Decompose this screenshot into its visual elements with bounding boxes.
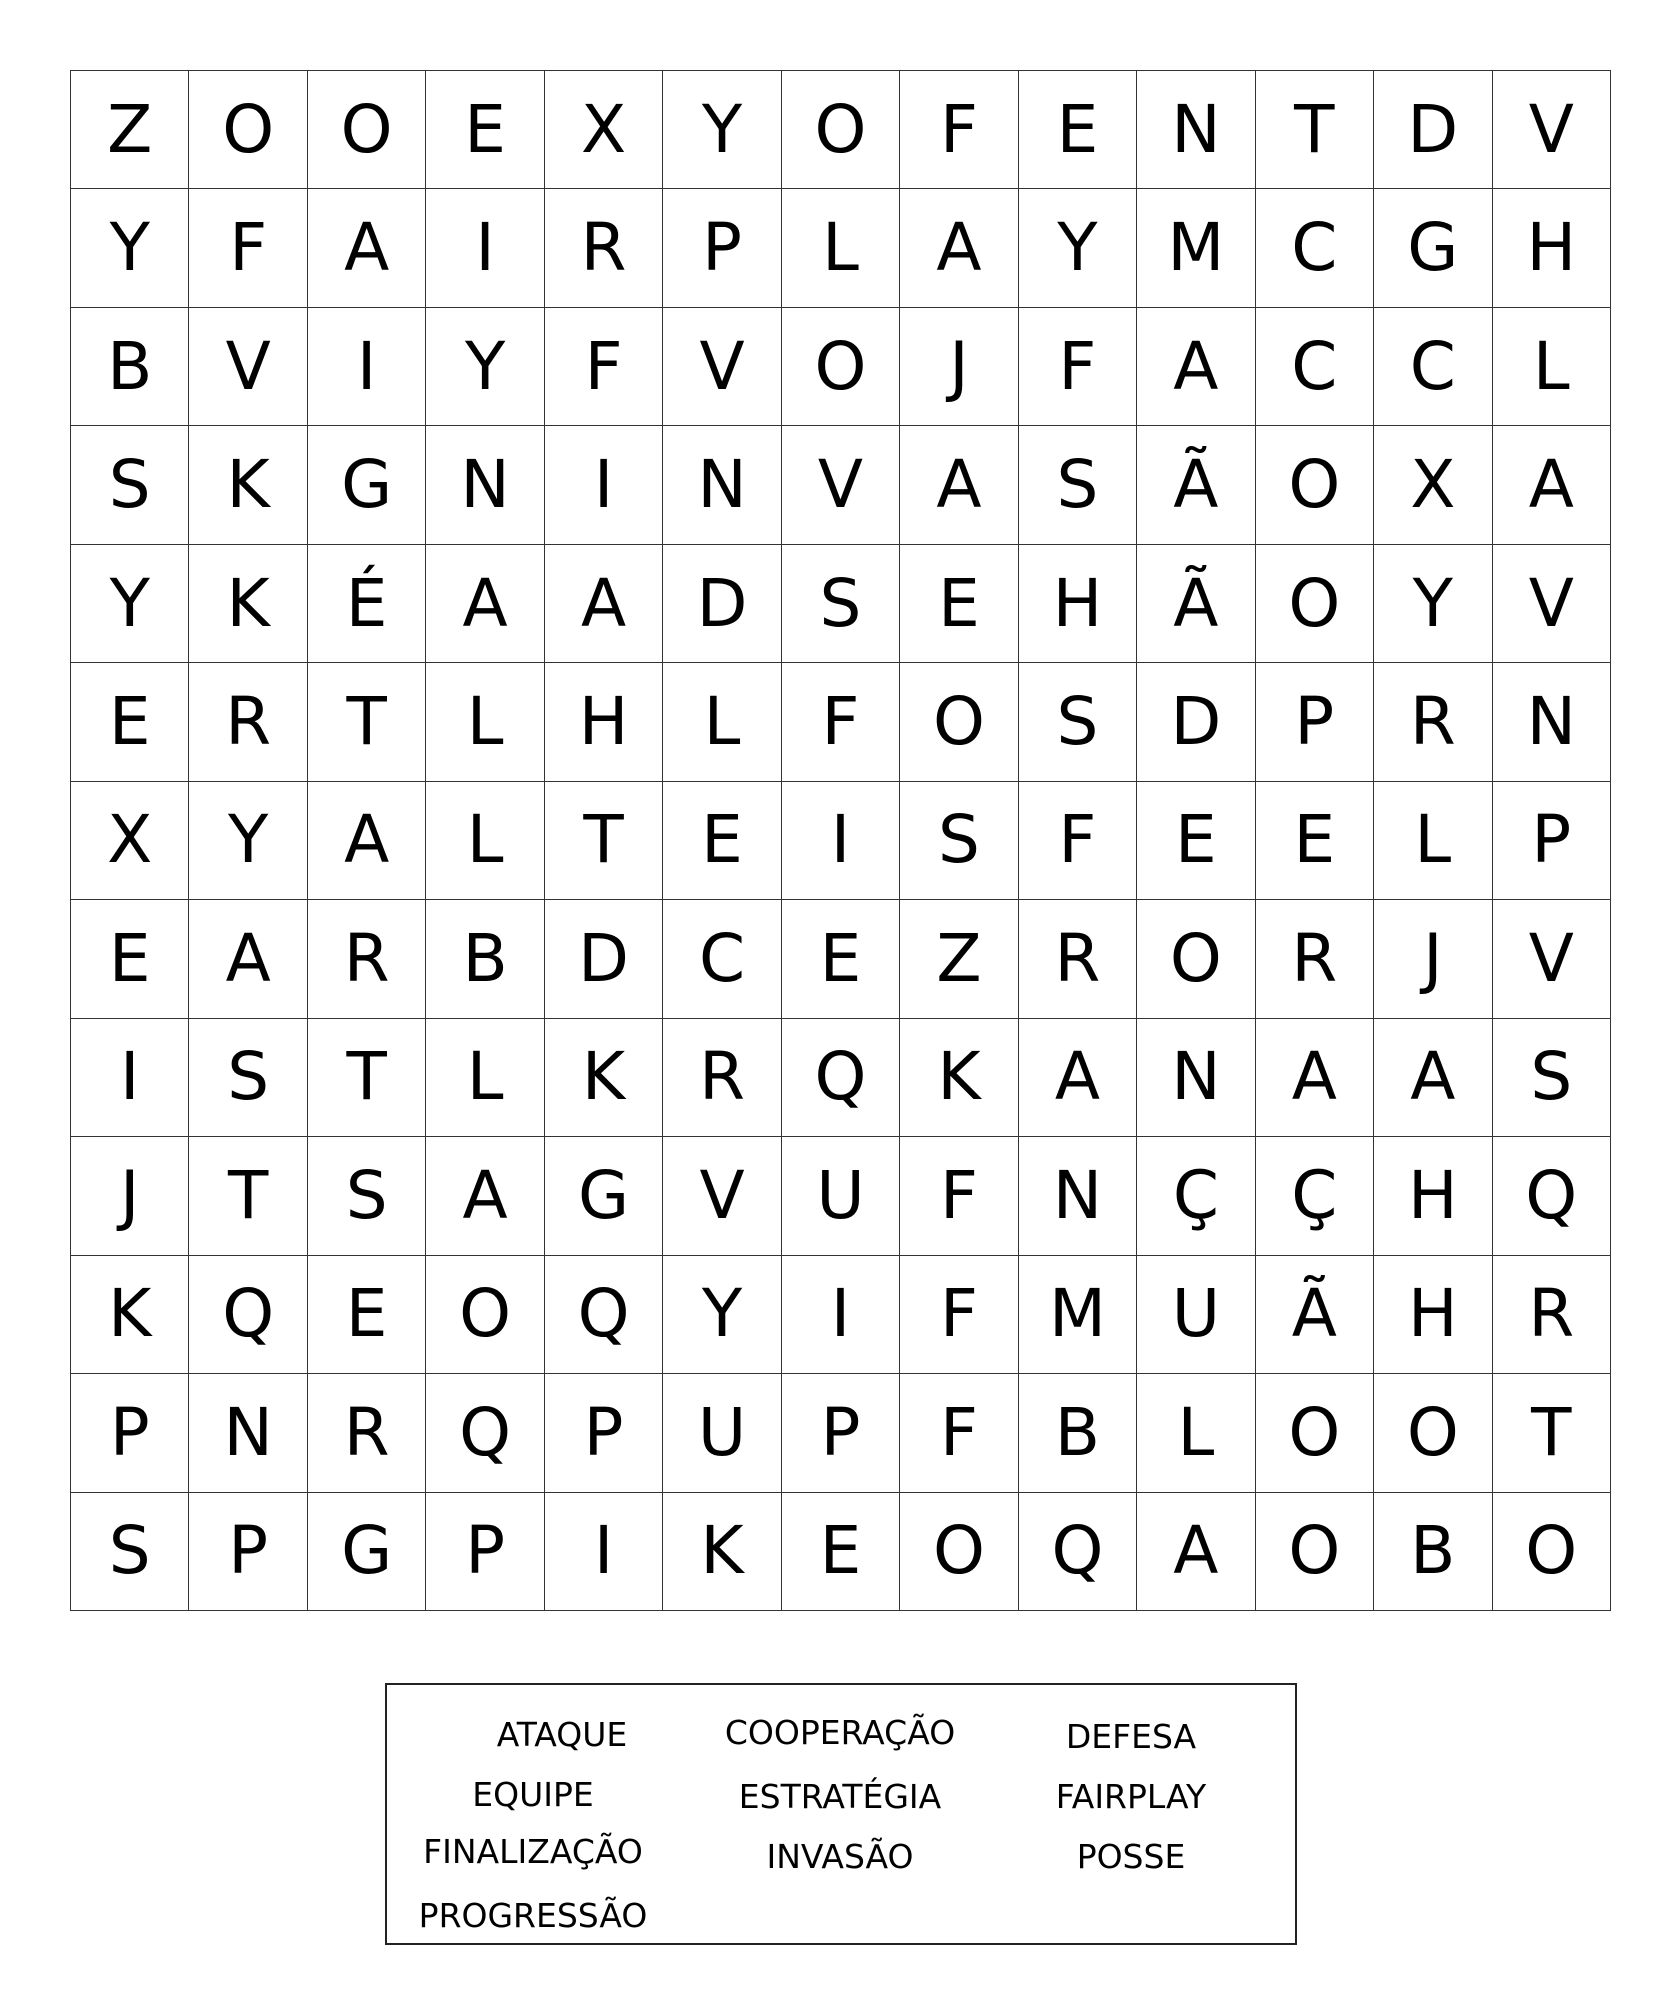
grid-cell[interactable]: E <box>900 545 1018 663</box>
grid-cell[interactable]: H <box>1374 1256 1492 1374</box>
grid-cell[interactable]: J <box>900 308 1018 426</box>
grid-cell[interactable]: E <box>1019 71 1137 189</box>
grid-cell[interactable]: O <box>900 1493 1018 1611</box>
grid-cell[interactable]: A <box>900 189 1018 307</box>
grid-cell[interactable]: P <box>1493 782 1611 900</box>
grid-cell[interactable]: R <box>308 1374 426 1492</box>
grid-cell[interactable]: S <box>1019 426 1137 544</box>
grid-cell[interactable]: T <box>308 1019 426 1137</box>
grid-cell[interactable]: G <box>1374 189 1492 307</box>
grid-cell[interactable]: N <box>1019 1137 1137 1255</box>
grid-cell[interactable]: M <box>1019 1256 1137 1374</box>
word-bank-item: COOPERAÇÃO <box>724 1713 956 1752</box>
grid-cell[interactable]: V <box>782 426 900 544</box>
grid-cell[interactable]: F <box>900 1137 1018 1255</box>
grid-cell[interactable]: Y <box>426 308 544 426</box>
grid-cell[interactable]: A <box>426 1137 544 1255</box>
grid-cell[interactable]: A <box>545 545 663 663</box>
grid-cell[interactable]: L <box>426 663 544 781</box>
grid-cell[interactable]: Z <box>71 71 189 189</box>
grid-cell[interactable]: I <box>71 1019 189 1137</box>
grid-cell[interactable]: V <box>1493 900 1611 1018</box>
grid-cell[interactable]: A <box>1137 1493 1255 1611</box>
grid-cell[interactable]: O <box>1256 545 1374 663</box>
grid-cell[interactable]: N <box>1137 1019 1255 1137</box>
grid-cell[interactable]: V <box>663 1137 781 1255</box>
grid-cell[interactable]: T <box>308 663 426 781</box>
grid-cell[interactable]: G <box>308 426 426 544</box>
grid-cell[interactable]: Y <box>71 189 189 307</box>
grid-cell[interactable]: E <box>71 900 189 1018</box>
grid-cell[interactable]: O <box>308 71 426 189</box>
grid-cell[interactable]: K <box>189 545 307 663</box>
grid-cell[interactable]: B <box>426 900 544 1018</box>
grid-cell[interactable]: S <box>1019 663 1137 781</box>
grid-cell[interactable]: Q <box>1493 1137 1611 1255</box>
grid-cell[interactable]: Q <box>545 1256 663 1374</box>
grid-cell[interactable]: Y <box>663 1256 781 1374</box>
word-bank-item: FAIRPLAY <box>1055 1777 1207 1816</box>
grid-cell[interactable]: L <box>1374 782 1492 900</box>
grid-cell[interactable]: A <box>900 426 1018 544</box>
grid-cell[interactable]: G <box>545 1137 663 1255</box>
grid-cell[interactable]: R <box>545 189 663 307</box>
grid-cell[interactable]: P <box>782 1374 900 1492</box>
grid-cell[interactable]: Ã <box>1137 545 1255 663</box>
grid-cell[interactable]: Q <box>426 1374 544 1492</box>
grid-cell[interactable]: A <box>308 782 426 900</box>
grid-cell[interactable]: I <box>782 1256 900 1374</box>
grid-cell[interactable]: N <box>189 1374 307 1492</box>
grid-cell[interactable]: B <box>71 308 189 426</box>
grid-cell[interactable]: S <box>1493 1019 1611 1137</box>
grid-cell[interactable]: F <box>1019 782 1137 900</box>
grid-cell[interactable]: E <box>308 1256 426 1374</box>
grid-cell[interactable]: A <box>308 189 426 307</box>
grid-cell[interactable]: Q <box>189 1256 307 1374</box>
grid-cell[interactable]: A <box>1374 1019 1492 1137</box>
grid-cell[interactable]: Q <box>1019 1493 1137 1611</box>
grid-cell[interactable]: S <box>189 1019 307 1137</box>
grid-cell[interactable]: N <box>426 426 544 544</box>
grid-cell[interactable]: T <box>1256 71 1374 189</box>
grid-cell[interactable]: V <box>189 308 307 426</box>
grid-cell[interactable]: R <box>663 1019 781 1137</box>
grid-cell[interactable]: O <box>1137 900 1255 1018</box>
grid-cell[interactable]: I <box>308 308 426 426</box>
grid-cell[interactable]: P <box>426 1493 544 1611</box>
grid-cell[interactable]: T <box>1493 1374 1611 1492</box>
grid-cell[interactable]: N <box>1493 663 1611 781</box>
grid-cell[interactable]: P <box>545 1374 663 1492</box>
grid-cell[interactable]: H <box>545 663 663 781</box>
grid-cell[interactable]: E <box>71 663 189 781</box>
grid-cell[interactable]: A <box>1256 1019 1374 1137</box>
grid-cell[interactable]: C <box>1374 308 1492 426</box>
grid-cell[interactable]: D <box>1137 663 1255 781</box>
word-bank-item: DEFESA <box>1065 1717 1197 1756</box>
grid-cell[interactable]: R <box>1256 900 1374 1018</box>
grid-cell[interactable]: L <box>426 1019 544 1137</box>
grid-cell[interactable]: O <box>782 71 900 189</box>
grid-cell[interactable]: V <box>1493 545 1611 663</box>
grid-cell[interactable]: A <box>1019 1019 1137 1137</box>
grid-cell[interactable]: D <box>545 900 663 1018</box>
grid-cell[interactable]: H <box>1019 545 1137 663</box>
grid-cell[interactable]: S <box>308 1137 426 1255</box>
grid-cell[interactable]: S <box>71 426 189 544</box>
word-bank-item: FINALIZAÇÃO <box>423 1832 643 1871</box>
grid-cell[interactable]: J <box>1374 900 1492 1018</box>
grid-cell[interactable]: O <box>1256 1493 1374 1611</box>
grid-cell[interactable]: O <box>782 308 900 426</box>
grid-cell[interactable]: D <box>1374 71 1492 189</box>
grid-cell[interactable]: O <box>1374 1374 1492 1492</box>
grid-cell[interactable]: Y <box>71 545 189 663</box>
grid-cell[interactable]: F <box>1019 308 1137 426</box>
grid-cell[interactable]: É <box>308 545 426 663</box>
grid-cell[interactable]: L <box>1493 308 1611 426</box>
grid-cell[interactable]: O <box>900 663 1018 781</box>
grid-cell[interactable]: F <box>189 189 307 307</box>
grid-cell[interactable]: X <box>71 782 189 900</box>
grid-cell[interactable]: Y <box>1374 545 1492 663</box>
grid-cell[interactable]: P <box>189 1493 307 1611</box>
grid-cell[interactable]: R <box>308 900 426 1018</box>
grid-cell[interactable]: E <box>1137 782 1255 900</box>
word-bank-item: POSSE <box>1076 1837 1186 1876</box>
grid-cell[interactable]: Ç <box>1137 1137 1255 1255</box>
grid-cell[interactable]: O <box>1493 1493 1611 1611</box>
grid-cell[interactable]: A <box>426 545 544 663</box>
grid-cell[interactable]: A <box>189 900 307 1018</box>
grid-cell[interactable]: B <box>1019 1374 1137 1492</box>
grid-cell[interactable]: C <box>1256 189 1374 307</box>
grid-cell[interactable]: O <box>426 1256 544 1374</box>
grid-cell[interactable]: E <box>782 900 900 1018</box>
grid-cell[interactable]: I <box>545 1493 663 1611</box>
grid-cell[interactable]: K <box>189 426 307 544</box>
grid-cell[interactable]: F <box>782 663 900 781</box>
grid-cell[interactable]: R <box>189 663 307 781</box>
grid-cell[interactable]: P <box>1256 663 1374 781</box>
grid-cell[interactable]: C <box>663 900 781 1018</box>
word-bank <box>385 1683 1297 1945</box>
grid-cell[interactable]: B <box>1374 1493 1492 1611</box>
grid-cell[interactable]: Ã <box>1256 1256 1374 1374</box>
grid-cell[interactable]: S <box>900 782 1018 900</box>
grid-cell[interactable]: L <box>426 782 544 900</box>
grid-cell[interactable]: O <box>1256 426 1374 544</box>
grid-cell[interactable]: X <box>1374 426 1492 544</box>
grid-cell[interactable]: R <box>1374 663 1492 781</box>
grid-cell[interactable]: Y <box>663 71 781 189</box>
word-bank-item: PROGRESSÃO <box>418 1896 648 1935</box>
grid-cell[interactable]: K <box>663 1493 781 1611</box>
grid-cell[interactable]: P <box>663 189 781 307</box>
grid-cell[interactable]: F <box>900 1256 1018 1374</box>
grid-cell[interactable]: F <box>900 1374 1018 1492</box>
word-bank-item: ATAQUE <box>496 1715 628 1754</box>
grid-cell[interactable]: K <box>71 1256 189 1374</box>
grid-cell[interactable]: X <box>545 71 663 189</box>
grid-cell[interactable]: K <box>900 1019 1018 1137</box>
grid-cell[interactable]: D <box>663 545 781 663</box>
grid-cell[interactable]: C <box>1256 308 1374 426</box>
grid-cell[interactable]: I <box>426 189 544 307</box>
word-bank-item: ESTRATÉGIA <box>738 1777 942 1816</box>
grid-cell[interactable]: P <box>71 1374 189 1492</box>
grid-cell[interactable]: E <box>663 782 781 900</box>
grid-cell[interactable]: E <box>1256 782 1374 900</box>
word-bank-item: EQUIPE <box>472 1775 594 1814</box>
grid-cell[interactable]: L <box>1137 1374 1255 1492</box>
grid-cell[interactable]: R <box>1019 900 1137 1018</box>
grid-cell[interactable]: S <box>782 545 900 663</box>
grid-cell[interactable]: J <box>71 1137 189 1255</box>
grid-cell[interactable]: I <box>545 426 663 544</box>
grid-cell[interactable]: F <box>545 308 663 426</box>
grid-cell[interactable]: Z <box>900 900 1018 1018</box>
letter-grid <box>70 70 1611 1611</box>
grid-cell[interactable]: E <box>426 71 544 189</box>
grid-cell[interactable]: A <box>1493 426 1611 544</box>
grid-cell[interactable]: L <box>782 189 900 307</box>
grid-cell[interactable]: L <box>663 663 781 781</box>
grid-cell[interactable]: K <box>545 1019 663 1137</box>
grid-cell[interactable]: H <box>1493 189 1611 307</box>
grid-cell[interactable]: F <box>900 71 1018 189</box>
grid-cell[interactable]: I <box>782 782 900 900</box>
grid-cell[interactable]: Y <box>189 782 307 900</box>
grid-cell[interactable]: V <box>1493 71 1611 189</box>
grid-cell[interactable]: R <box>1493 1256 1611 1374</box>
grid-cell[interactable]: O <box>1256 1374 1374 1492</box>
grid-cell[interactable]: U <box>782 1137 900 1255</box>
grid-cell[interactable]: Y <box>1019 189 1137 307</box>
grid-cell[interactable]: E <box>782 1493 900 1611</box>
grid-cell[interactable]: S <box>71 1493 189 1611</box>
grid-cell[interactable]: N <box>1137 71 1255 189</box>
grid-cell[interactable]: H <box>1374 1137 1492 1255</box>
grid-cell[interactable]: Q <box>782 1019 900 1137</box>
grid-cell[interactable]: N <box>663 426 781 544</box>
grid-cell[interactable]: U <box>663 1374 781 1492</box>
grid-cell[interactable]: Ç <box>1256 1137 1374 1255</box>
grid-cell[interactable]: M <box>1137 189 1255 307</box>
grid-cell[interactable]: A <box>1137 308 1255 426</box>
grid-cell[interactable]: T <box>545 782 663 900</box>
grid-cell[interactable]: V <box>663 308 781 426</box>
grid-cell[interactable]: U <box>1137 1256 1255 1374</box>
word-bank-item: INVASÃO <box>766 1837 914 1876</box>
grid-cell[interactable]: O <box>189 71 307 189</box>
grid-cell[interactable]: Ã <box>1137 426 1255 544</box>
grid-cell[interactable]: T <box>189 1137 307 1255</box>
grid-cell[interactable]: G <box>308 1493 426 1611</box>
